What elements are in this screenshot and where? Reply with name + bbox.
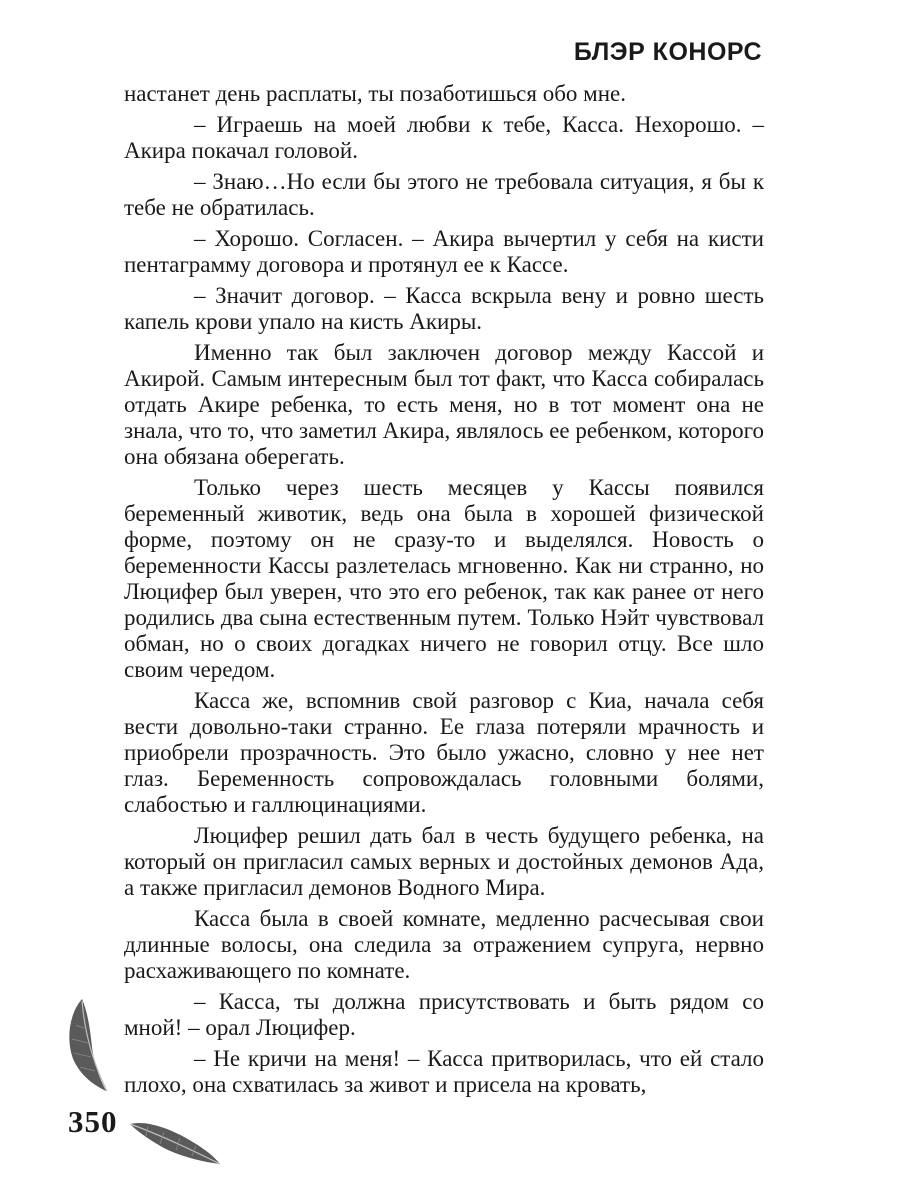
paragraph-dialogue: – Касса, ты должна присутствовать и быть рядом со мной! – орал Люцифер.	[124, 989, 764, 1040]
paragraph-dialogue: – Знаю…Но если бы этого не требовала ситуация, я бы к тебе не обратилась.	[124, 169, 764, 220]
feather-icon	[128, 1118, 222, 1168]
body-text	[124, 81, 764, 1103]
paragraph-continuation: настанет день расплаты, ты позаботишься обо мне.	[124, 81, 626, 106]
paragraph-dialogue: – Играешь на моей любви к тебе, Касса. Нехорошо. – Акира покачал головой.	[124, 112, 764, 163]
paragraph-dialogue: – Хорошо. Согласен. – Акира вычертил у себя на кисти пентаграмму договора и протянул ее к Кассе.	[124, 226, 764, 277]
running-head-author: БЛЭР КОНОРС	[573, 38, 762, 66]
paragraph-narrative: Только через шесть месяцев у Кассы появился беременный животик, ведь она была в хорошей физической форме, поэтому он не сразу-то и выделялся. Новость о беременности Кассы разлетелась мгновенно. Как ни странно, но Люцифер был уверен, что это его ребенок, так как ранее от него родились два сына естественным путем. Только Нэйт чувствовал обман, но о своих догадках ничего не говорил отцу. Все шло своим чередом.	[124, 475, 764, 682]
paragraph-narrative: Люцифер решил дать бал в честь будущего ребенка, на который он пригласил самых верных и достойных демонов Ада, а также пригласил демонов Водного Мира.	[124, 823, 764, 900]
feather-icon	[60, 995, 120, 1095]
paragraph-dialogue: – Не кричи на меня! – Касса притворилась, что ей стало плохо, она схватилась за живот и присела на кровать,	[124, 1046, 764, 1097]
paragraph-narrative: Касса же, вспомнив свой разговор с Киа, начала себя вести довольно-таки странно. Ее глаза потеряли мрачность и приобрели прозрачность. Это было ужасно, словно у нее нет глаз. Беременность сопровождалась головными болями, слабостью и галлюцинациями.	[124, 688, 764, 817]
paragraph-narrative: Именно так был заключен договор между Кассой и Акирой. Самым интересным был тот факт, что Касса собиралась отдать Акире ребенка, то есть меня, но в тот момент она не знала, что то, что заметил Акира, являлось ее ребенком, которого она обязана оберегать.	[124, 340, 764, 469]
paragraph-dialogue: – Значит договор. – Касса вскрыла вену и ровно шесть капель крови упало на кисть Акиры.	[124, 283, 764, 334]
page-number: 350	[68, 1104, 118, 1139]
paragraph-narrative: Касса была в своей комнате, медленно расчесывая свои длинные волосы, она следила за отражением супруга, нервно расхаживающего по комнате.	[124, 906, 764, 983]
